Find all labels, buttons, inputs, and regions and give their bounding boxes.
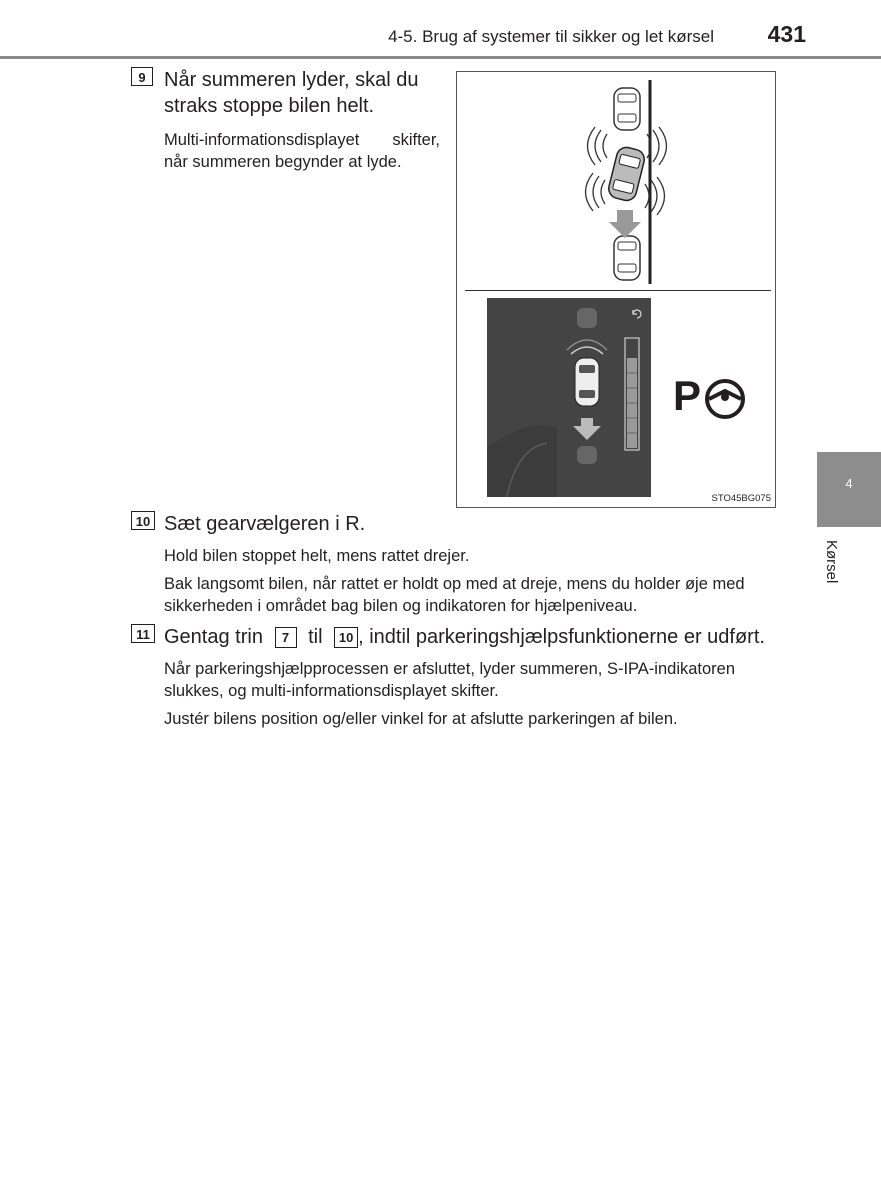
step-heading-text: til bbox=[308, 626, 323, 648]
step-number-box: 11 bbox=[131, 624, 155, 643]
step-paragraph: Når parkeringshjælpprocessen er afsluttet, lyder summeren, S-IPA-indikatoren slukkes, og multi-informationsdisplayet skifter. bbox=[164, 660, 736, 700]
step-9 bbox=[131, 67, 441, 173]
display-own-car-icon bbox=[567, 340, 607, 406]
step-reference-box: 7 bbox=[275, 627, 297, 648]
header-title: 4-5. Brug af systemer til sikker og let kørsel bbox=[388, 27, 714, 46]
assist-level-indicator bbox=[625, 338, 639, 450]
step-heading bbox=[164, 624, 774, 650]
figure-divider bbox=[465, 290, 771, 291]
step-heading: Sæt gearvælgeren i R. bbox=[164, 513, 366, 535]
parked-car-rear-icon bbox=[614, 236, 640, 280]
figure-code: STO45BG075 bbox=[711, 493, 771, 504]
steering-wheel-icon bbox=[703, 377, 747, 421]
header-rule bbox=[0, 56, 881, 59]
own-car-icon bbox=[607, 145, 647, 202]
step-heading-text: Gentag trin bbox=[164, 626, 263, 648]
display-rear-car-icon bbox=[577, 446, 597, 464]
step-number-box: 9 bbox=[131, 67, 153, 86]
step-heading-text: , indtil parkeringshjælpsfunktionerne er udført. bbox=[358, 626, 765, 648]
step-paragraph: Multi-informationsdisplayet skifter, når summeren begynder at lyde. bbox=[164, 131, 440, 171]
chapter-label: Kørsel bbox=[823, 540, 840, 584]
step-paragraph: Justér bilens position og/eller vinkel for at afslutte parkeringen af bilen. bbox=[164, 710, 678, 728]
parked-car-front-icon bbox=[614, 88, 640, 130]
display-parked-car-icon bbox=[577, 308, 597, 328]
step-paragraph: Bak langsomt bilen, når rattet er holdt op med at dreje, mens du holder øje med sikkerheden i området bag bilen og indikatoren for hjælpeniveau. bbox=[164, 575, 745, 615]
parking-scene-diagram bbox=[457, 72, 775, 288]
parking-illustration bbox=[456, 71, 776, 508]
reverse-direction-arrow-icon bbox=[609, 210, 641, 238]
step-11 bbox=[131, 624, 776, 730]
chapter-tab bbox=[817, 452, 881, 527]
display-graphic bbox=[487, 298, 651, 497]
chapter-number: 4 bbox=[845, 476, 853, 491]
step-reference-box: 10 bbox=[334, 627, 358, 648]
multi-information-display bbox=[487, 298, 651, 497]
s-ipa-indicator-letter: P bbox=[673, 372, 702, 419]
step-10 bbox=[131, 511, 776, 617]
return-icon bbox=[633, 310, 641, 318]
s-ipa-indicator bbox=[673, 372, 753, 421]
display-reverse-arrow-icon bbox=[573, 418, 601, 440]
step-paragraph: Hold bilen stoppet helt, mens rattet drejer. bbox=[164, 547, 470, 565]
page-number: 431 bbox=[767, 21, 806, 47]
step-heading: Når summeren lyder, skal du straks stoppe bilen helt. bbox=[164, 69, 419, 117]
step-number-box: 10 bbox=[131, 511, 155, 530]
